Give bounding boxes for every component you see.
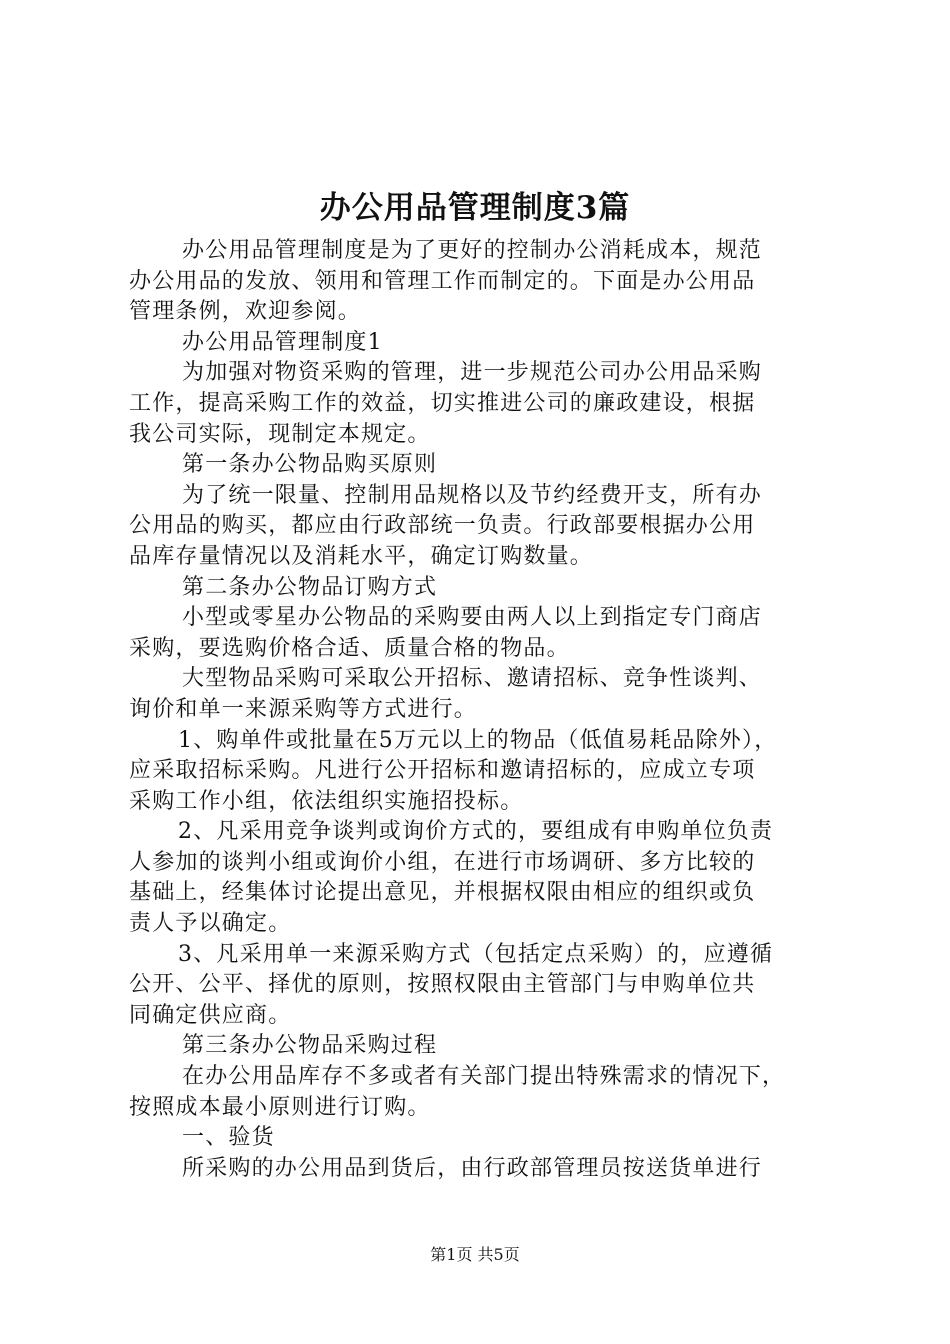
body-line: 公用品的购买，都应由行政部统一负责。行政部要根据办公用: [129, 513, 756, 539]
body-line: 管理条例，欢迎参阅。: [129, 299, 362, 325]
article-heading: 第三条办公物品采购过程: [182, 1033, 438, 1059]
body-line: 按照成本最小原则进行订购。: [129, 1094, 431, 1120]
body-line: 基础上，经集体讨论提出意见，并根据权限由相应的组织或负: [129, 880, 756, 906]
body-line: 品库存量情况以及消耗水平，确定订购数量。: [129, 543, 594, 569]
body-line: 采购，要选购价格合适、质量合格的物品。: [129, 635, 570, 661]
body-line: 小型或零星办公物品的采购要由两人以上到指定专门商店: [182, 605, 763, 631]
body-line: 办公用品的发放、领用和管理工作而制定的。下面是办公用品: [129, 268, 756, 294]
article-heading: 第二条办公物品订购方式: [182, 574, 438, 600]
body-line: 为了统一限量、控制用品规格以及节约经费开支，所有办: [182, 482, 763, 508]
body-line: 同确定供应商。: [129, 1002, 292, 1028]
body-line: 人参加的谈判小组或询价小组，在进行市场调研、多方比较的: [129, 849, 756, 875]
article-heading: 第一条办公物品购买原则: [182, 452, 438, 478]
document-body: [129, 236, 831, 1184]
body-line: 询价和单一来源采购等方式进行。: [129, 696, 478, 722]
body-line: 工作，提高采购工作的效益，切实推进公司的廉政建设，根据: [129, 390, 756, 416]
document-title: 办公用品管理制度3篇: [319, 190, 631, 226]
subsection-heading: 一、验货: [182, 1125, 275, 1151]
section-heading: 办公用品管理制度1: [182, 329, 383, 355]
body-line: 为加强对物资采购的管理，进一步规范公司办公用品采购: [182, 360, 763, 386]
body-line: 责人予以确定。: [129, 911, 292, 937]
body-line: 在办公用品库存不多或者有关部门提出特殊需求的情况下，: [182, 1064, 786, 1090]
page-number-footer: 第1页 共5页: [430, 1245, 520, 1264]
body-line: 大型物品采购可采取公开招标、邀请招标、竞争性谈判、: [182, 666, 763, 692]
body-line: 公开、公平、择优的原则，按照权限由主管部门与申购单位共: [129, 972, 756, 998]
body-line: 应采取招标采购。凡进行公开招标和邀请招标的，应成立专项: [129, 758, 756, 784]
body-line: 3、凡采用单一来源采购方式（包括定点采购）的，应遵循: [178, 941, 774, 967]
body-line: 1、购单件或批量在5万元以上的物品（低值易耗品除外），: [178, 727, 778, 753]
body-line: 采购工作小组，依法组织实施招投标。: [129, 788, 524, 814]
body-line: 2、凡采用竞争谈判或询价方式的，要组成有申购单位负责: [178, 819, 774, 845]
body-line: 办公用品管理制度是为了更好的控制办公消耗成本，规范: [182, 238, 763, 263]
body-line: 我公司实际，现制定本规定。: [129, 421, 431, 447]
body-line: 所采购的办公用品到货后，由行政部管理员按送货单进行: [182, 1155, 763, 1181]
